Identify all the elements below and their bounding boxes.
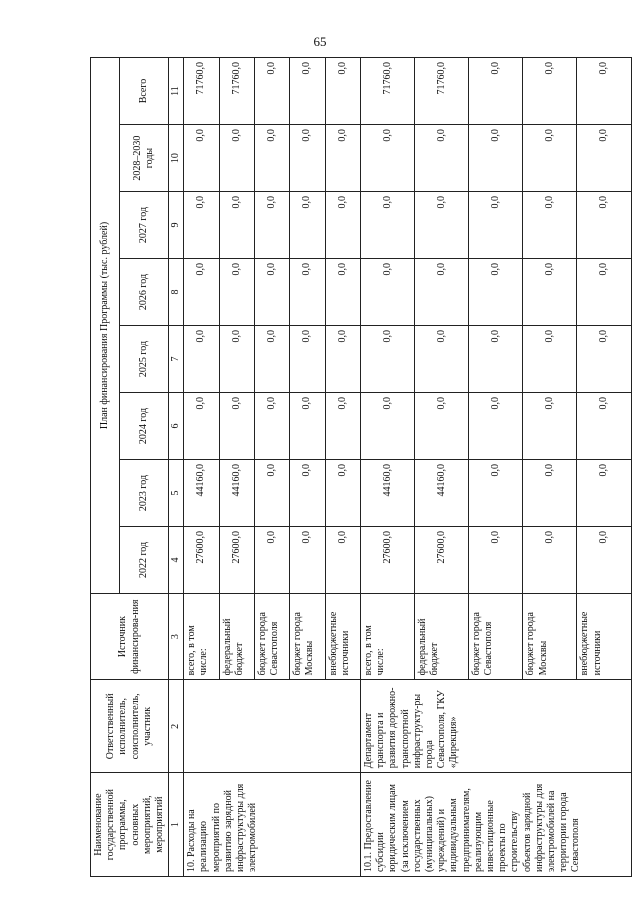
year-value-cell: 0,0 [577, 259, 631, 326]
funding-source-cell: всего, в том числе: [361, 593, 415, 679]
year-value-cell: 0,0 [415, 192, 469, 259]
header-year: 2023 год [119, 459, 168, 526]
year-value-cell: 0,0 [577, 326, 631, 393]
year-value-cell: 0,0 [361, 326, 415, 393]
year-value-cell: 0,0 [523, 326, 577, 393]
year-value-cell: 0,0 [325, 459, 360, 526]
year-value-cell: 27600,0 [415, 526, 469, 593]
total-value-cell: 0,0 [469, 58, 523, 125]
year-value-cell: 0,0 [523, 393, 577, 460]
column-index: 1 [169, 773, 184, 877]
header-row-index [169, 58, 184, 877]
year-value-cell: 0,0 [290, 526, 325, 593]
header-year: 2027 год [119, 192, 168, 259]
year-value-cell: 0,0 [415, 393, 469, 460]
column-index: 6 [169, 393, 184, 460]
funding-source-cell: бюджет города Москвы [523, 593, 577, 679]
year-value-cell: 0,0 [415, 259, 469, 326]
year-value-cell: 27600,0 [361, 526, 415, 593]
year-value-cell: 0,0 [325, 393, 360, 460]
year-value-cell: 0,0 [219, 192, 254, 259]
total-value-cell: 71760,0 [361, 58, 415, 125]
header-source: Источник финансирова-ния [91, 593, 169, 679]
year-value-cell: 0,0 [290, 192, 325, 259]
year-value-cell: 0,0 [361, 125, 415, 192]
year-value-cell: 0,0 [577, 459, 631, 526]
year-value-cell: 0,0 [523, 125, 577, 192]
column-index: 11 [169, 58, 184, 125]
year-value-cell: 0,0 [469, 192, 523, 259]
header-executor: Ответственный исполнитель, соисполнитель, участник [91, 680, 169, 773]
year-value-cell: 0,0 [254, 259, 289, 326]
funding-source-cell: бюджет города Москвы [290, 593, 325, 679]
year-value-cell: 27600,0 [219, 526, 254, 593]
year-value-cell: 0,0 [523, 259, 577, 326]
column-index: 10 [169, 125, 184, 192]
table-row [184, 58, 219, 877]
year-value-cell: 0,0 [184, 192, 219, 259]
executor-cell: Департамент транспорта и развития дорожно-транспортной инфраструкту-ры города Севастополя, ГКУ «Дирекция» [361, 680, 631, 773]
year-value-cell: 0,0 [469, 393, 523, 460]
column-index: 2 [169, 680, 184, 773]
funding-source-cell: федеральный бюджет [219, 593, 254, 679]
year-value-cell: 0,0 [219, 393, 254, 460]
year-value-cell: 0,0 [361, 192, 415, 259]
page-number: 65 [313, 34, 327, 49]
total-value-cell: 71760,0 [219, 58, 254, 125]
column-index: 3 [169, 593, 184, 679]
activity-name-cell: 10. Расходы на реализацию мероприятий по развитию зарядной инфраструктуры для электромобилей [184, 773, 361, 877]
total-value-cell: 71760,0 [184, 58, 219, 125]
column-index: 7 [169, 326, 184, 393]
header-year: 2022 год [119, 526, 168, 593]
year-value-cell: 0,0 [577, 192, 631, 259]
header-program-name: Наименование государственной программы, основных мероприятий, мероприятий [91, 773, 169, 877]
funding-source-cell: внебюджетные источники [325, 593, 360, 679]
total-value-cell: 0,0 [290, 58, 325, 125]
year-value-cell: 0,0 [290, 259, 325, 326]
funding-source-cell: бюджет города Севастополя [254, 593, 289, 679]
year-value-cell: 0,0 [469, 526, 523, 593]
year-value-cell: 0,0 [325, 526, 360, 593]
year-value-cell: 0,0 [219, 326, 254, 393]
year-value-cell: 0,0 [469, 459, 523, 526]
rotated-table-container [90, 57, 609, 877]
year-value-cell: 0,0 [254, 526, 289, 593]
header-total: Всего [119, 58, 168, 125]
year-value-cell: 0,0 [184, 259, 219, 326]
table-row [361, 58, 415, 877]
year-value-cell: 0,0 [290, 326, 325, 393]
header-year: 2024 год [119, 393, 168, 460]
year-value-cell: 0,0 [415, 326, 469, 393]
header-year: 2026 год [119, 259, 168, 326]
year-value-cell: 0,0 [523, 526, 577, 593]
year-value-cell: 0,0 [361, 259, 415, 326]
total-value-cell: 0,0 [523, 58, 577, 125]
year-value-cell: 44160,0 [361, 459, 415, 526]
total-value-cell: 0,0 [325, 58, 360, 125]
year-value-cell: 0,0 [290, 459, 325, 526]
year-value-cell: 0,0 [184, 326, 219, 393]
year-value-cell: 0,0 [361, 393, 415, 460]
year-value-cell: 0,0 [469, 326, 523, 393]
executor-cell [184, 680, 361, 773]
column-index: 4 [169, 526, 184, 593]
year-value-cell: 0,0 [325, 192, 360, 259]
total-value-cell: 71760,0 [415, 58, 469, 125]
header-year: 2025 год [119, 326, 168, 393]
total-value-cell: 0,0 [254, 58, 289, 125]
year-value-cell: 0,0 [415, 125, 469, 192]
column-index: 9 [169, 192, 184, 259]
year-value-cell: 0,0 [254, 326, 289, 393]
year-value-cell: 0,0 [290, 125, 325, 192]
year-value-cell: 0,0 [219, 259, 254, 326]
funding-source-cell: внебюджетные источники [577, 593, 631, 679]
year-value-cell: 0,0 [254, 125, 289, 192]
header-year: 2028–2030 годы [119, 125, 168, 192]
year-value-cell: 0,0 [577, 125, 631, 192]
year-value-cell: 0,0 [254, 192, 289, 259]
funding-source-cell: бюджет города Севастополя [469, 593, 523, 679]
year-value-cell: 27600,0 [184, 526, 219, 593]
table-header [91, 58, 184, 877]
column-index: 5 [169, 459, 184, 526]
header-plan: План финансирования Программы (тыс. рублей) [91, 58, 120, 594]
year-value-cell: 44160,0 [415, 459, 469, 526]
year-value-cell: 0,0 [325, 259, 360, 326]
year-value-cell: 0,0 [577, 526, 631, 593]
year-value-cell: 0,0 [184, 125, 219, 192]
year-value-cell: 0,0 [469, 259, 523, 326]
total-value-cell: 0,0 [577, 58, 631, 125]
year-value-cell: 0,0 [523, 459, 577, 526]
funding-source-cell: всего, в том числе: [184, 593, 219, 679]
year-value-cell: 0,0 [325, 326, 360, 393]
financing-table [90, 57, 632, 877]
year-value-cell: 0,0 [523, 192, 577, 259]
funding-source-cell: федеральный бюджет [415, 593, 469, 679]
year-value-cell: 0,0 [184, 393, 219, 460]
year-value-cell: 44160,0 [184, 459, 219, 526]
header-row-top [91, 58, 120, 877]
year-value-cell: 0,0 [577, 393, 631, 460]
table-body [184, 58, 631, 877]
year-value-cell: 0,0 [469, 125, 523, 192]
column-index: 8 [169, 259, 184, 326]
year-value-cell: 0,0 [254, 393, 289, 460]
activity-name-cell: 10.1. Предоставление субсидии юридическим лицам (за исключением государственных (муниципальных) учреждений) и индивидуальным предпринимателям, реализующим инвестиционные проекты по строительству объектов зарядной инфраструктуры для электромобилей на территории города Севастополя [361, 773, 631, 877]
year-value-cell: 0,0 [290, 393, 325, 460]
year-value-cell: 0,0 [254, 459, 289, 526]
year-value-cell: 44160,0 [219, 459, 254, 526]
year-value-cell: 0,0 [325, 125, 360, 192]
year-value-cell: 0,0 [219, 125, 254, 192]
